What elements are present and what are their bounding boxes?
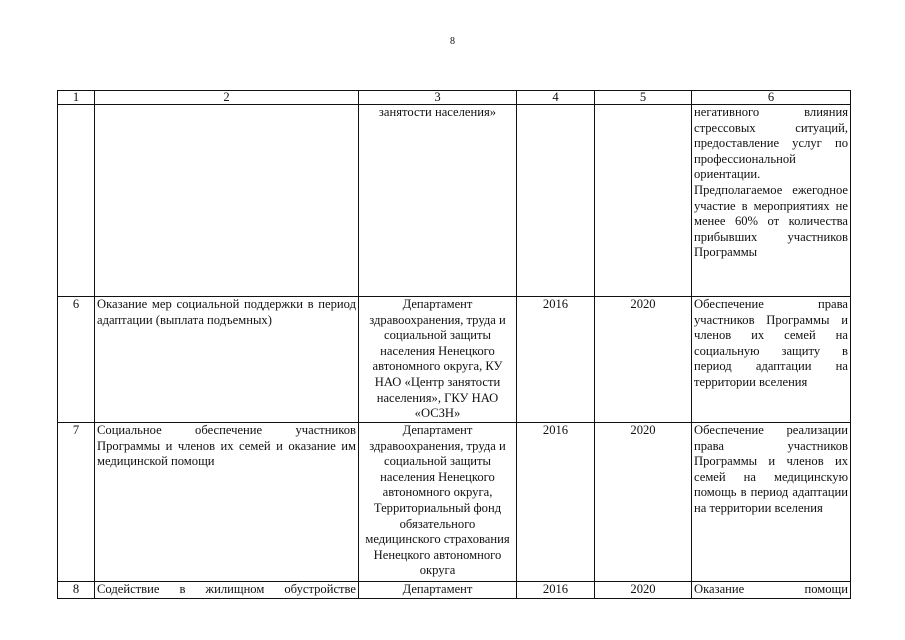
cell-number: 8 [58, 582, 95, 599]
column-header: 4 [517, 91, 595, 105]
page-number: 8 [450, 36, 455, 47]
cell-number: 6 [58, 297, 95, 423]
table-row [58, 423, 851, 582]
cell-number [58, 105, 95, 297]
cell-expected-result: негативного влияния стрессовых ситуаций, предоставление услуг по профессиональной ориентации. Предполагаемое ежегодное участие в мероприятиях не менее 60% от количества прибывших участников Программы [692, 105, 851, 297]
cell-activity [95, 105, 359, 297]
cell-start-year: 2016 [517, 297, 595, 423]
cell-activity: Оказание мер социальной поддержки в период адаптации (выплата подъемных) [95, 297, 359, 423]
cell-end-year: 2020 [595, 423, 692, 582]
cell-end-year: 2020 [595, 582, 692, 599]
cell-responsible: Департамент здравоохранения, труда и социальной защиты населения Ненецкого автономного округа, Территориальный фонд обязательного медицинского страхования Ненецкого автономного округа [359, 423, 517, 582]
cell-number: 7 [58, 423, 95, 582]
column-header: 1 [58, 91, 95, 105]
cell-start-year: 2016 [517, 423, 595, 582]
column-header: 3 [359, 91, 517, 105]
cell-expected-result: Обеспечение права участников Программы и членов их семей на социальную защиту в период адаптации на территории вселения [692, 297, 851, 423]
cell-responsible: Департамент здравоохранения, труда и социальной защиты населения Ненецкого автономного округа, КУ НАО «Центр занятости населения», ГКУ НАО «ОСЗН» [359, 297, 517, 423]
cell-responsible: занятости населения» [359, 105, 517, 297]
cell-end-year [595, 105, 692, 297]
cell-activity: Содействие в жилищном обустройстве [95, 582, 359, 599]
table-row [58, 297, 851, 423]
cell-expected-result: Оказание помощи [692, 582, 851, 599]
cell-start-year [517, 105, 595, 297]
table-row [58, 582, 851, 599]
cell-end-year: 2020 [595, 297, 692, 423]
cell-activity: Социальное обеспечение участников Программы и членов их семей и оказание им медицинской помощи [95, 423, 359, 582]
cell-responsible: Департамент [359, 582, 517, 599]
table-header-row [58, 91, 851, 105]
column-header: 6 [692, 91, 851, 105]
cell-start-year: 2016 [517, 582, 595, 599]
column-header: 5 [595, 91, 692, 105]
table-row-continuation [58, 105, 851, 297]
column-header: 2 [95, 91, 359, 105]
program-activities-table [57, 90, 851, 599]
cell-expected-result: Обеспечение реализации права участников Программы и членов их семей на медицинскую помощь в период адаптации на территории вселения [692, 423, 851, 582]
